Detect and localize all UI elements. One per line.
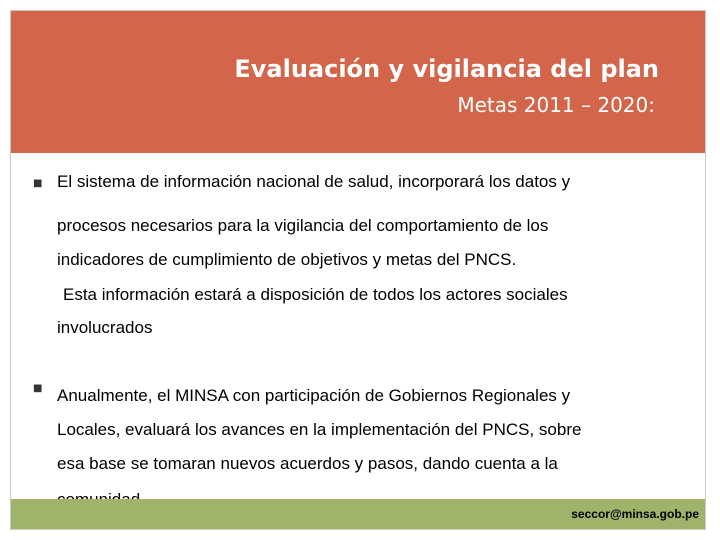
slide-title: Evaluación y vigilancia del plan — [234, 55, 659, 83]
bullet-1-line-1: El sistema de información nacional de salud, incorporará los datos y — [57, 172, 571, 191]
bullet-square-icon: ■ — [33, 383, 43, 394]
bullet-1-line-4: Esta información estará a disposición de todos los actores sociales — [63, 285, 568, 304]
slide-header — [11, 11, 706, 153]
slide-subtitle: Metas 2011 – 2020: — [457, 93, 655, 117]
bullet-1-line-5: involucrados — [57, 318, 153, 337]
slide-body — [11, 153, 706, 501]
bullet-2-line-2: Locales, evaluará los avances en la implementación del PNCS, sobre — [57, 420, 582, 439]
bullet-2-line-3: esa base se tomaran nuevos acuerdos y pasos, dando cuenta a la — [57, 454, 558, 473]
bullet-1-line-2: procesos necesarios para la vigilancia del comportamiento de los — [57, 216, 549, 235]
footer-email: seccor@minsa.gob.pe — [571, 507, 699, 521]
slide — [10, 10, 706, 530]
bullet-square-icon: ■ — [33, 178, 43, 189]
bullet-1-line-3: indicadores de cumplimiento de objetivos y metas del PNCS. — [57, 250, 517, 269]
slide-footer — [11, 499, 706, 529]
bullet-2-line-1: Anualmente, el MINSA con participación de Gobiernos Regionales y — [57, 386, 571, 405]
